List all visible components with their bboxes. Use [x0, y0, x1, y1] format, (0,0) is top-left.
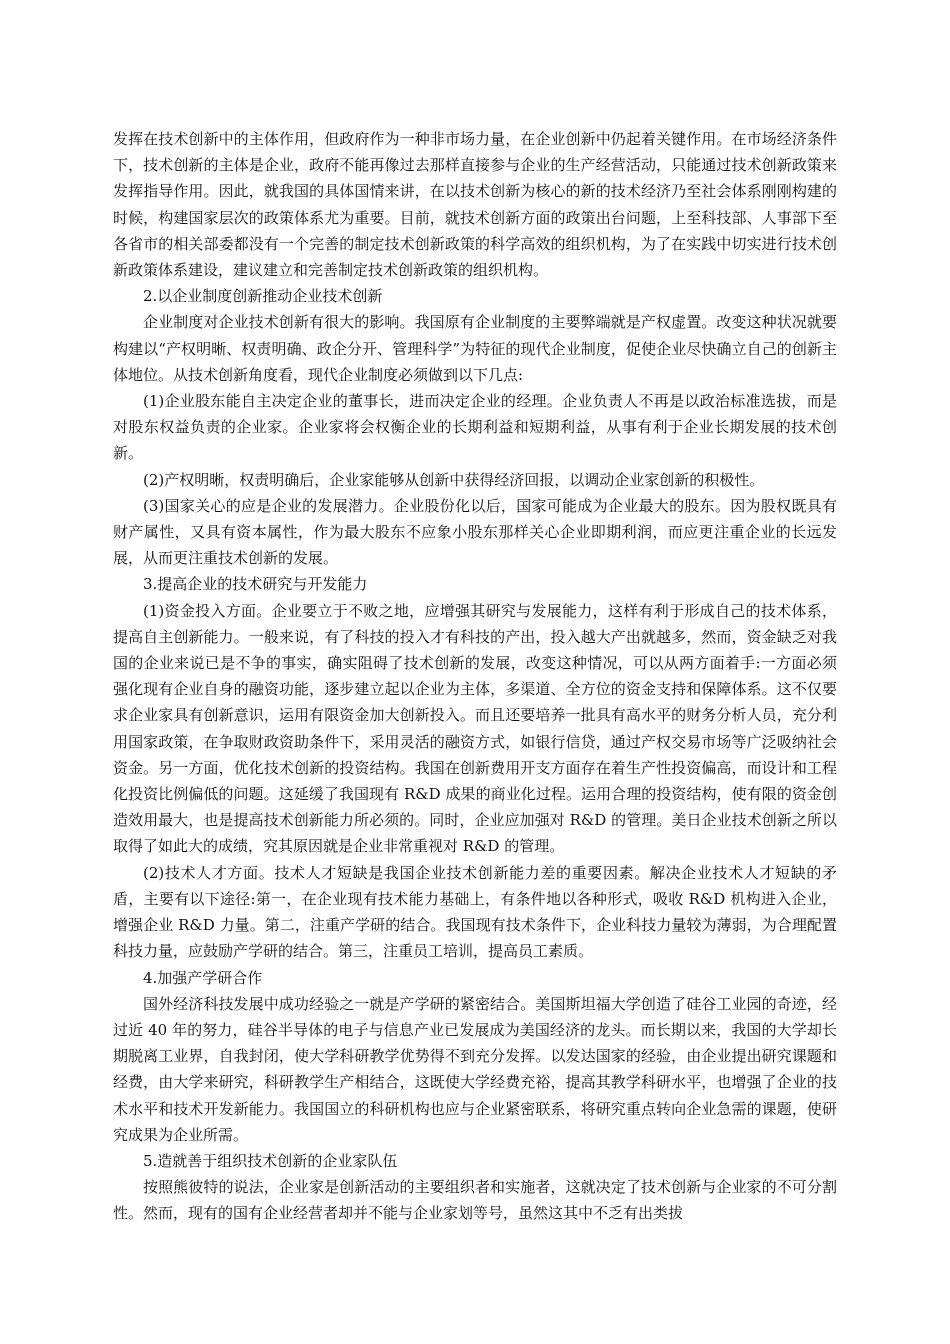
document-page: [113, 126, 837, 1227]
section-heading-2: 2.以企业制度创新推动企业技术创新: [143, 287, 383, 306]
paragraph-industry-academia: 国外经济科技发展中成功经验之一就是产学研的紧密结合。美国斯坦福大学创造了硅谷工业园的奇迹，经过近 40 年的努力，硅谷半导体的电子与信息产业已发展成为美国经济的龙头。而长期以来，我国的大学却长期脱离工业界，自我封闭，使大学科研教学优势得不到充分发挥。以发达国家的经验，由企业提出研究课题和经费，由大学来研究，科研教学生产相结合，这既使大学经费充裕，提高其教学科研水平，也增强了企业的技术水平和技术开发新能力。我国国立的科研机构也应与企业紧密联系，将研究重点转向企业急需的课题，使研究成果为企业所需。: [113, 994, 837, 1144]
paragraph-point-3: (3)国家关心的应是企业的发展潜力。企业股份化以后，国家可能成为企业最大的股东。因为股权既具有财产属性，又具有资本属性，作为最大股东不应象小股东那样关心企业即期利润，而应更注重企业的长远发展，从而更注重技术创新的发展。: [113, 496, 837, 568]
section-heading-5: 5.造就善于组织技术创新的企业家队伍: [143, 1151, 398, 1170]
paragraph-point-2: (2)产权明晰，权责明确后，企业家能够从创新中获得经济回报，以调动企业家创新的积极性。: [143, 470, 765, 489]
paragraph-enterprise-system: 企业制度对企业技术创新有很大的影响。我国原有企业制度的主要弊端就是产权虚置。改变这种状况就要构建以“产权明晰、权责明确、政企分开、管理科学”为特征的现代企业制度，促使企业尽快确立自己的创新主体地位。从技术创新角度看，现代企业制度必须做到以下几点:: [113, 313, 837, 384]
paragraph-technical-talent: (2)技术人才方面。技术人才短缺是我国企业技术创新能力差的重要因素。解决企业技术人才短缺的矛盾，主要有以下途径:第一，在企业现有技术能力基础上，有条件地以各种形式，吸收 R&D 机构进入企业，增强企业 R&D 力量。第二，注重产学研的结合。我国现有技术条件下，企业科技力量较为薄弱，为合理配置科技力量，应鼓励产学研的结合。第三，注重员工培训，提高员工素质。: [113, 863, 837, 961]
paragraph-entrepreneurs: 按照熊彼特的说法，企业家是创新活动的主要组织者和实施者，这就决定了技术创新与企业家的不可分割性。然而，现有的国有企业经营者却并不能与企业家划等号，虽然这其中不乏有出类拔: [113, 1178, 837, 1223]
section-heading-4: 4.加强产学研合作: [143, 968, 263, 987]
paragraph-intro-continued: 发挥在技术创新中的主体作用，但政府作为一种非市场力量，在企业创新中仍起着关键作用。在市场经济条件下，技术创新的主体是企业，政府不能再像过去那样直接参与企业的生产经营活动，只能通过技术创新政策来发挥指导作用。因此，就我国的具体国情来讲，在以技术创新为核心的新的技术经济乃至社会体系刚刚构建的时候，构建国家层次的政策体系尤为重要。目前，就技术创新方面的政策出台问题，上至科技部、人事部下至各省市的相关部委都没有一个完善的制定技术创新政策的科学高效的组织机构，为了在实践中切实进行技术创新政策体系建设，建议建立和完善制定技术创新政策的组织机构。: [113, 130, 837, 280]
section-heading-3: 3.提高企业的技术研究与开发能力: [143, 575, 368, 594]
paragraph-point-1: (1)企业股东能自主决定企业的董事长，进而决定企业的经理。企业负责人不再是以政治标准选拔，而是对股东权益负责的企业家。企业家将会权衡企业的长期利益和短期利益，从事有利于企业长期发展的技术创新。: [113, 392, 837, 463]
paragraph-capital-investment: (1)资金投入方面。企业要立于不败之地，应增强其研究与发展能力，这样有利于形成自己的技术体系，提高自主创新能力。一般来说，有了科技的投入才有科技的产出，投入越大产出就越多，然而，资金缺乏对我国的企业来说已是不争的事实，确实阻碍了技术创新的发展，改变这种情况，可以从两方面着手:一方面必须强化现有企业自身的融资功能，逐步建立起以企业为主体，多渠道、全方位的资金支持和保障体系。这不仅要求企业家具有创新意识，运用有限资金加大创新投入。而且还要培养一批具有高水平的财务分析人员，充分利用国家政策，在争取财政资助条件下，采用灵活的融资方式，如银行信贷，通过产权交易市场等广泛吸纳社会资金。另一方面，优化技术创新的投资结构。我国在创新费用开支方面存在着生产性投资偏高，而设计和工程化投资比例偏低的问题。这延缓了我国现有 R&D 成果的商业化过程。运用合理的投资结构，使有限的资金创造效用最大，也是提高技术创新能力所必须的。同时，企业应加强对 R&D 的管理。美日企业技术创新之所以取得了如此大的成绩，究其原因就是企业非常重视对 R&D 的管理。: [113, 601, 837, 856]
